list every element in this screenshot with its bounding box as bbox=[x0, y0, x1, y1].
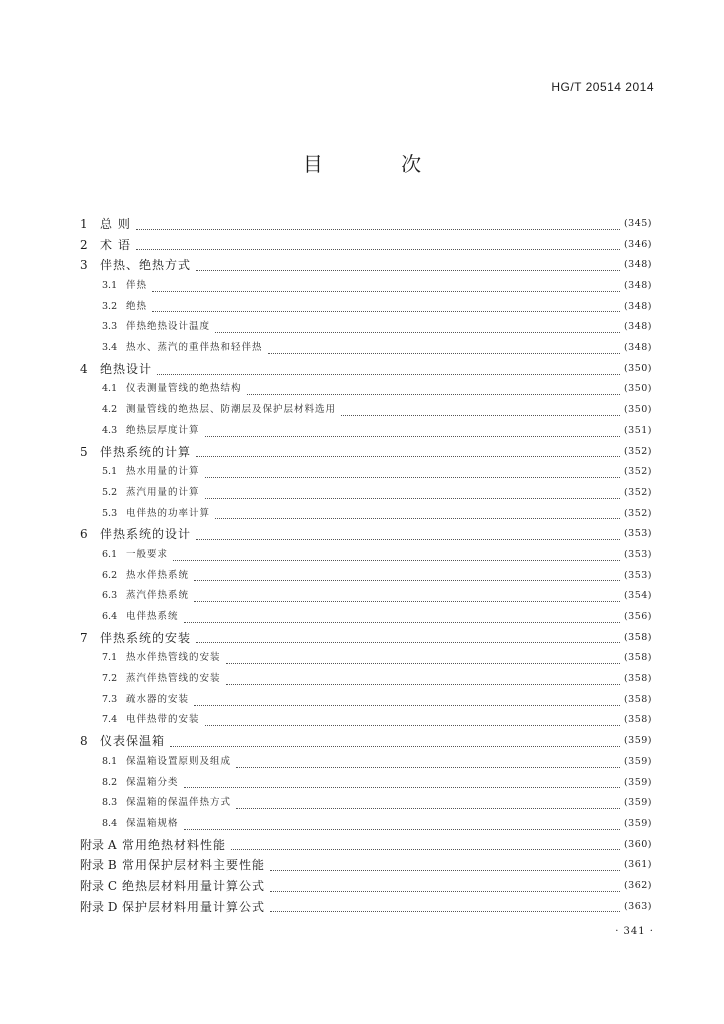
toc-entry-number: 附录 C bbox=[80, 878, 117, 893]
dot-leader bbox=[270, 870, 620, 871]
dot-leader bbox=[184, 829, 620, 830]
toc-entry-page: (352) bbox=[623, 507, 652, 519]
toc-entry-title: 热水伴热系统 bbox=[126, 569, 190, 581]
dot-leader bbox=[173, 560, 620, 561]
toc-entry-title: 保温箱规格 bbox=[126, 817, 179, 829]
toc-entry-number: 6.3 bbox=[102, 590, 118, 602]
toc-entry-title: 电伴热带的安装 bbox=[126, 714, 200, 726]
toc-entry-section[interactable] bbox=[80, 338, 652, 359]
toc-entry-section[interactable] bbox=[80, 380, 652, 401]
dot-leader bbox=[341, 415, 620, 416]
page-number: · 341 · bbox=[615, 926, 654, 937]
toc-entry-number: 附录 D bbox=[80, 899, 118, 914]
toc-entry-number: 6.2 bbox=[102, 569, 118, 581]
toc-entry-page: (362) bbox=[623, 879, 652, 891]
toc-entry-page: (348) bbox=[623, 342, 652, 354]
toc-entry-number: 5.2 bbox=[102, 486, 118, 498]
dot-leader bbox=[205, 725, 620, 726]
toc-entry-section[interactable] bbox=[80, 421, 652, 442]
toc-entry-section[interactable] bbox=[80, 793, 652, 814]
toc-entry-title: 蒸汽伴热系统 bbox=[126, 590, 190, 602]
dot-leader bbox=[205, 477, 620, 478]
dot-leader bbox=[136, 229, 620, 230]
toc-entry-title: 仪表保温箱 bbox=[100, 734, 166, 749]
toc-entry-title: 术 语 bbox=[100, 237, 131, 252]
toc-entry-section[interactable] bbox=[80, 297, 652, 318]
toc-entry-title: 常用保护层材料主要性能 bbox=[122, 858, 266, 873]
toc-entry-section[interactable] bbox=[80, 648, 652, 669]
toc-entry-title: 热水伴热管线的安装 bbox=[126, 652, 221, 664]
toc-entry-title: 伴热绝热设计温度 bbox=[126, 321, 211, 333]
toc-entry-page: (358) bbox=[623, 693, 652, 705]
toc-entry-title: 热水、蒸汽的重伴热和轻伴热 bbox=[126, 342, 263, 354]
toc-entry-number: 5.1 bbox=[102, 466, 118, 478]
toc-entry-chapter[interactable] bbox=[80, 359, 652, 380]
toc-entry-number: 5 bbox=[80, 444, 88, 459]
toc-entry-chapter[interactable] bbox=[80, 731, 652, 752]
toc-entry-title: 保温箱分类 bbox=[126, 776, 179, 788]
dot-leader bbox=[194, 580, 620, 581]
toc-entry-title: 总 则 bbox=[100, 216, 131, 231]
toc-entry-section[interactable] bbox=[80, 690, 652, 711]
table-of-contents bbox=[80, 214, 652, 917]
toc-entry-number: 7.1 bbox=[102, 652, 118, 664]
toc-entry-page: (359) bbox=[623, 755, 652, 767]
toc-entry-page: (363) bbox=[623, 900, 652, 912]
toc-entry-section[interactable] bbox=[80, 773, 652, 794]
dot-leader bbox=[152, 291, 620, 292]
toc-entry-title: 保护层材料用量计算公式 bbox=[122, 899, 266, 914]
toc-entry-number: 附录 B bbox=[80, 858, 117, 873]
toc-entry-section[interactable] bbox=[80, 752, 652, 773]
dot-leader bbox=[170, 746, 620, 747]
toc-entry-page: (356) bbox=[623, 611, 652, 623]
toc-entry-chapter[interactable] bbox=[80, 835, 652, 856]
dot-leader bbox=[136, 249, 620, 250]
toc-entry-chapter[interactable] bbox=[80, 214, 652, 235]
toc-entry-title: 伴热系统的计算 bbox=[100, 444, 192, 459]
toc-entry-title: 绝热层材料用量计算公式 bbox=[122, 878, 266, 893]
toc-entry-number: 8 bbox=[80, 734, 88, 749]
toc-entry-title: 疏水器的安装 bbox=[126, 693, 190, 705]
toc-entry-title: 测量管线的绝热层、防潮层及保护层材料选用 bbox=[126, 404, 337, 416]
toc-entry-section[interactable] bbox=[80, 669, 652, 690]
toc-entry-page: (346) bbox=[623, 238, 652, 250]
dot-leader bbox=[205, 498, 620, 499]
dot-leader bbox=[270, 891, 620, 892]
toc-entry-section[interactable] bbox=[80, 607, 652, 628]
dot-leader bbox=[184, 787, 620, 788]
page-title: 目 次 bbox=[302, 152, 458, 176]
toc-entry-page: (348) bbox=[623, 300, 652, 312]
dot-leader bbox=[226, 663, 620, 664]
toc-entry-section[interactable] bbox=[80, 545, 652, 566]
toc-entry-section[interactable] bbox=[80, 711, 652, 732]
toc-entry-chapter[interactable] bbox=[80, 628, 652, 649]
toc-entry-number: 3 bbox=[80, 258, 88, 273]
toc-entry-number: 6.4 bbox=[102, 611, 118, 623]
toc-entry-page: (352) bbox=[623, 445, 652, 457]
toc-entry-section[interactable] bbox=[80, 400, 652, 421]
dot-leader bbox=[196, 642, 620, 643]
toc-entry-section[interactable] bbox=[80, 586, 652, 607]
toc-entry-number: 3.2 bbox=[102, 300, 118, 312]
toc-entry-title: 伴热系统的设计 bbox=[100, 527, 192, 542]
toc-entry-page: (359) bbox=[623, 817, 652, 829]
toc-entry-number: 4.1 bbox=[102, 383, 118, 395]
toc-entry-page: (348) bbox=[623, 259, 652, 271]
toc-entry-number: 3.1 bbox=[102, 280, 118, 292]
toc-entry-page: (358) bbox=[623, 714, 652, 726]
toc-entry-number: 5.3 bbox=[102, 507, 118, 519]
toc-entry-title: 保温箱设置原则及组成 bbox=[126, 755, 232, 767]
toc-entry-number: 1 bbox=[80, 216, 88, 231]
toc-entry-title: 绝热 bbox=[126, 300, 148, 312]
toc-entry-number: 4.3 bbox=[102, 424, 118, 436]
toc-entry-chapter[interactable] bbox=[80, 255, 652, 276]
dot-leader bbox=[247, 394, 620, 395]
toc-entry-number: 7 bbox=[80, 630, 88, 645]
toc-entry-number: 2 bbox=[80, 237, 88, 252]
dot-leader bbox=[236, 808, 620, 809]
toc-entry-title: 电伴热的功率计算 bbox=[126, 507, 211, 519]
toc-entry-title: 伴热系统的安装 bbox=[100, 630, 192, 645]
dot-leader bbox=[194, 705, 620, 706]
toc-entry-number: 6 bbox=[80, 527, 88, 542]
dot-leader bbox=[152, 311, 620, 312]
toc-entry-number: 8.3 bbox=[102, 797, 118, 809]
toc-entry-number: 7.4 bbox=[102, 714, 118, 726]
toc-entry-number: 附录 A bbox=[80, 837, 117, 852]
toc-entry-page: (358) bbox=[623, 673, 652, 685]
toc-entry-page: (350) bbox=[623, 383, 652, 395]
toc-entry-number: 8.4 bbox=[102, 817, 118, 829]
dot-leader bbox=[215, 518, 620, 519]
toc-entry-chapter[interactable] bbox=[80, 876, 652, 897]
toc-entry-title: 蒸汽用量的计算 bbox=[126, 486, 200, 498]
dot-leader bbox=[270, 911, 620, 912]
toc-entry-chapter[interactable] bbox=[80, 235, 652, 256]
toc-entry-chapter[interactable] bbox=[80, 524, 652, 545]
toc-entry-page: (353) bbox=[623, 528, 652, 540]
toc-entry-page: (354) bbox=[623, 590, 652, 602]
toc-entry-page: (359) bbox=[623, 735, 652, 747]
toc-entry-page: (360) bbox=[623, 838, 652, 850]
toc-entry-page: (352) bbox=[623, 486, 652, 498]
toc-entry-page: (361) bbox=[623, 859, 652, 871]
toc-entry-section[interactable] bbox=[80, 566, 652, 587]
toc-entry-section[interactable] bbox=[80, 317, 652, 338]
toc-entry-title: 蒸汽伴热管线的安装 bbox=[126, 673, 221, 685]
toc-entry-page: (352) bbox=[623, 466, 652, 478]
toc-entry-title: 伴热、绝热方式 bbox=[100, 258, 192, 273]
toc-entry-page: (359) bbox=[623, 797, 652, 809]
dot-leader bbox=[196, 270, 620, 271]
toc-entry-page: (353) bbox=[623, 548, 652, 560]
toc-entry-number: 6.1 bbox=[102, 548, 118, 560]
toc-entry-title: 一般要求 bbox=[126, 548, 169, 560]
toc-entry-page: (351) bbox=[623, 424, 652, 436]
toc-entry-number: 3.4 bbox=[102, 342, 118, 354]
dot-leader bbox=[268, 353, 620, 354]
toc-entry-number: 7.3 bbox=[102, 693, 118, 705]
dot-leader bbox=[196, 456, 620, 457]
toc-entry-section[interactable] bbox=[80, 276, 652, 297]
toc-entry-title: 仪表测量管线的绝热结构 bbox=[126, 383, 242, 395]
toc-entry-title: 绝热设计 bbox=[100, 361, 153, 376]
toc-entry-title: 电伴热系统 bbox=[126, 611, 179, 623]
toc-entry-section[interactable] bbox=[80, 462, 652, 483]
toc-entry-page: (348) bbox=[623, 280, 652, 292]
dot-leader bbox=[196, 539, 620, 540]
dot-leader bbox=[194, 601, 620, 602]
dot-leader bbox=[236, 767, 620, 768]
toc-entry-title: 热水用量的计算 bbox=[126, 466, 200, 478]
toc-entry-number: 8.2 bbox=[102, 776, 118, 788]
toc-entry-section[interactable] bbox=[80, 504, 652, 525]
dot-leader bbox=[226, 684, 620, 685]
toc-entry-chapter[interactable] bbox=[80, 897, 652, 918]
dot-leader bbox=[184, 622, 620, 623]
standard-code: HG/T 20514 2014 bbox=[551, 80, 654, 94]
dot-leader bbox=[205, 436, 620, 437]
toc-entry-title: 保温箱的保温伴热方式 bbox=[126, 797, 232, 809]
toc-entry-title: 常用绝热材料性能 bbox=[122, 837, 227, 852]
toc-entry-section[interactable] bbox=[80, 483, 652, 504]
dot-leader bbox=[215, 332, 620, 333]
toc-entry-number: 4.2 bbox=[102, 404, 118, 416]
toc-entry-chapter[interactable] bbox=[80, 442, 652, 463]
toc-entry-page: (350) bbox=[623, 362, 652, 374]
toc-entry-number: 4 bbox=[80, 361, 88, 376]
toc-entry-page: (345) bbox=[623, 217, 652, 229]
toc-entry-title: 伴热 bbox=[126, 280, 148, 292]
dot-leader bbox=[157, 374, 620, 375]
toc-entry-chapter[interactable] bbox=[80, 855, 652, 876]
toc-entry-page: (358) bbox=[623, 631, 652, 643]
toc-entry-page: (350) bbox=[623, 404, 652, 416]
toc-entry-number: 3.3 bbox=[102, 321, 118, 333]
dot-leader bbox=[231, 849, 620, 850]
toc-entry-page: (348) bbox=[623, 321, 652, 333]
toc-entry-page: (358) bbox=[623, 652, 652, 664]
toc-entry-page: (359) bbox=[623, 776, 652, 788]
toc-entry-number: 7.2 bbox=[102, 673, 118, 685]
toc-entry-title: 绝热层厚度计算 bbox=[126, 424, 200, 436]
toc-entry-number: 8.1 bbox=[102, 755, 118, 767]
toc-entry-page: (353) bbox=[623, 569, 652, 581]
toc-entry-section[interactable] bbox=[80, 814, 652, 835]
